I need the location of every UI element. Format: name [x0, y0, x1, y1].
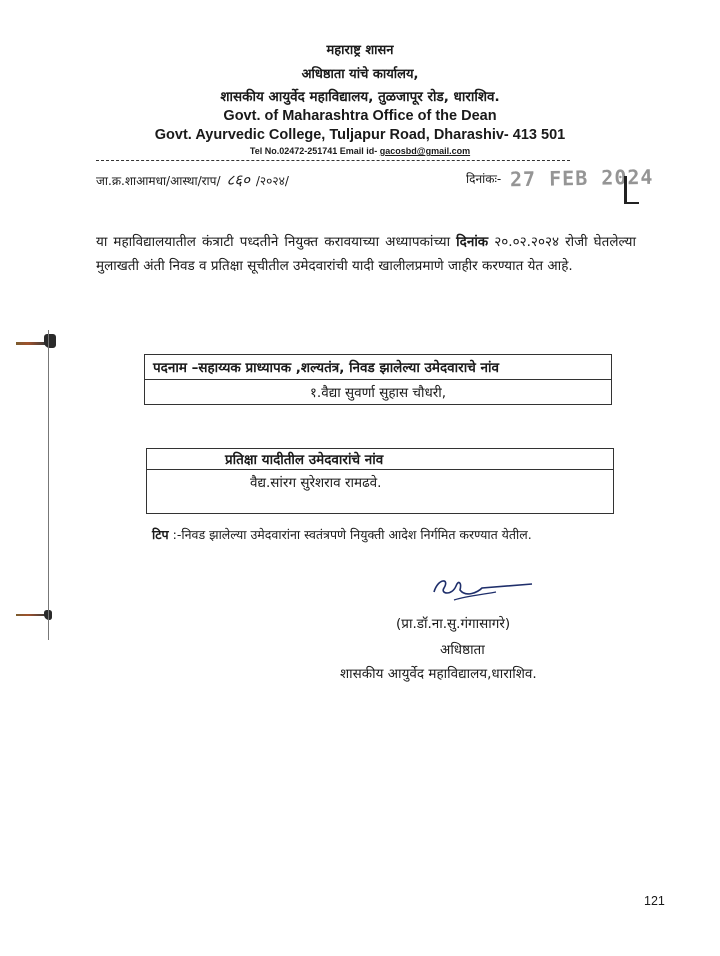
binder-thread: [16, 614, 46, 616]
email-link[interactable]: gacosbd@gmail.com: [379, 146, 471, 156]
selected-table-header: पदनाम –सहाय्यक प्राध्यापक ,शल्यतंत्र, निवड झालेल्या उमेदवाराचे नांव: [145, 355, 612, 380]
reference-prefix: जा.क्र.शाआमधा/आस्था/राप/: [96, 174, 221, 188]
body-date-label: दिनांक: [456, 234, 489, 250]
waiting-candidate-name: वैद्य.सांरग सुरेशराव रामढवे.: [147, 470, 614, 514]
note-text: :-निवड झालेल्या उमेदवारांना स्वतंत्रपणे नियुक्ती आदेश निर्गमित करण्यात येतील.: [168, 527, 532, 542]
letterhead-office-english: Govt. of Maharashtra Office of the Dean: [223, 108, 497, 124]
page-number: 121: [644, 894, 665, 908]
reference-year: /२०२४/: [255, 174, 289, 188]
date-label: दिनांकः-: [466, 172, 502, 186]
tel-text: Tel No.02472-251741 Email id-: [249, 146, 380, 156]
note-label: टिप: [152, 527, 169, 542]
note: [152, 526, 532, 543]
header-divider: [96, 160, 570, 161]
selected-candidate-table: [144, 354, 612, 405]
letterhead-college-english: Govt. Ayurvedic College, Tuljapur Road, Dharashiv- 413 501: [154, 127, 566, 143]
letterhead-contact: [0, 146, 720, 156]
body-paragraph: [96, 230, 636, 278]
signatory-name: (प्रा.डॉ.ना.सु.गंगासागरे): [396, 616, 511, 632]
stamp-mark: [624, 176, 639, 204]
binder-thread: [16, 342, 46, 345]
selected-candidate-name: १.वैद्या सुवर्णा सुहास चौधरी,: [145, 380, 612, 405]
waiting-list-table: [146, 448, 614, 514]
signatory-title: अधिष्ठाता: [440, 642, 485, 658]
waiting-table-header: प्रतिक्षा यादीतील उमेदवारांचे नांव: [147, 449, 614, 470]
body-text-2: २०.०२.२०२४ रोजी घेतलेल्या मुलाखती अंती निवड व प्रतिक्षा सूचीतील उमेदवारांची यादी खालीलप्रमाणे जाहीर करण्यात येत आहे.: [96, 234, 636, 274]
page-edge: [48, 330, 49, 640]
signatory-institution: शासकीय आयुर्वेद महाविद्यालय,धाराशिव.: [340, 666, 537, 682]
letterhead-office: अधिष्ठाता यांचे कार्यालय,: [301, 67, 419, 82]
body-text-1: या महाविद्यालयातील कंत्राटी पध्दतीने नियुक्त करावयाच्या अध्यापकांच्या: [96, 234, 457, 250]
dean-signature: [426, 572, 536, 608]
date-stamp: 27 FEB 2024: [509, 164, 654, 192]
reference-serial: ८६०: [226, 171, 250, 189]
reference-number: [96, 170, 289, 190]
letterhead-govt: महाराष्ट्र शासन: [326, 43, 394, 58]
letterhead-college-marathi: शासकीय आयुर्वेद महाविद्यालय, तुळजापूर रोड, धाराशिव.: [220, 89, 500, 105]
binder-clip: [44, 334, 56, 348]
